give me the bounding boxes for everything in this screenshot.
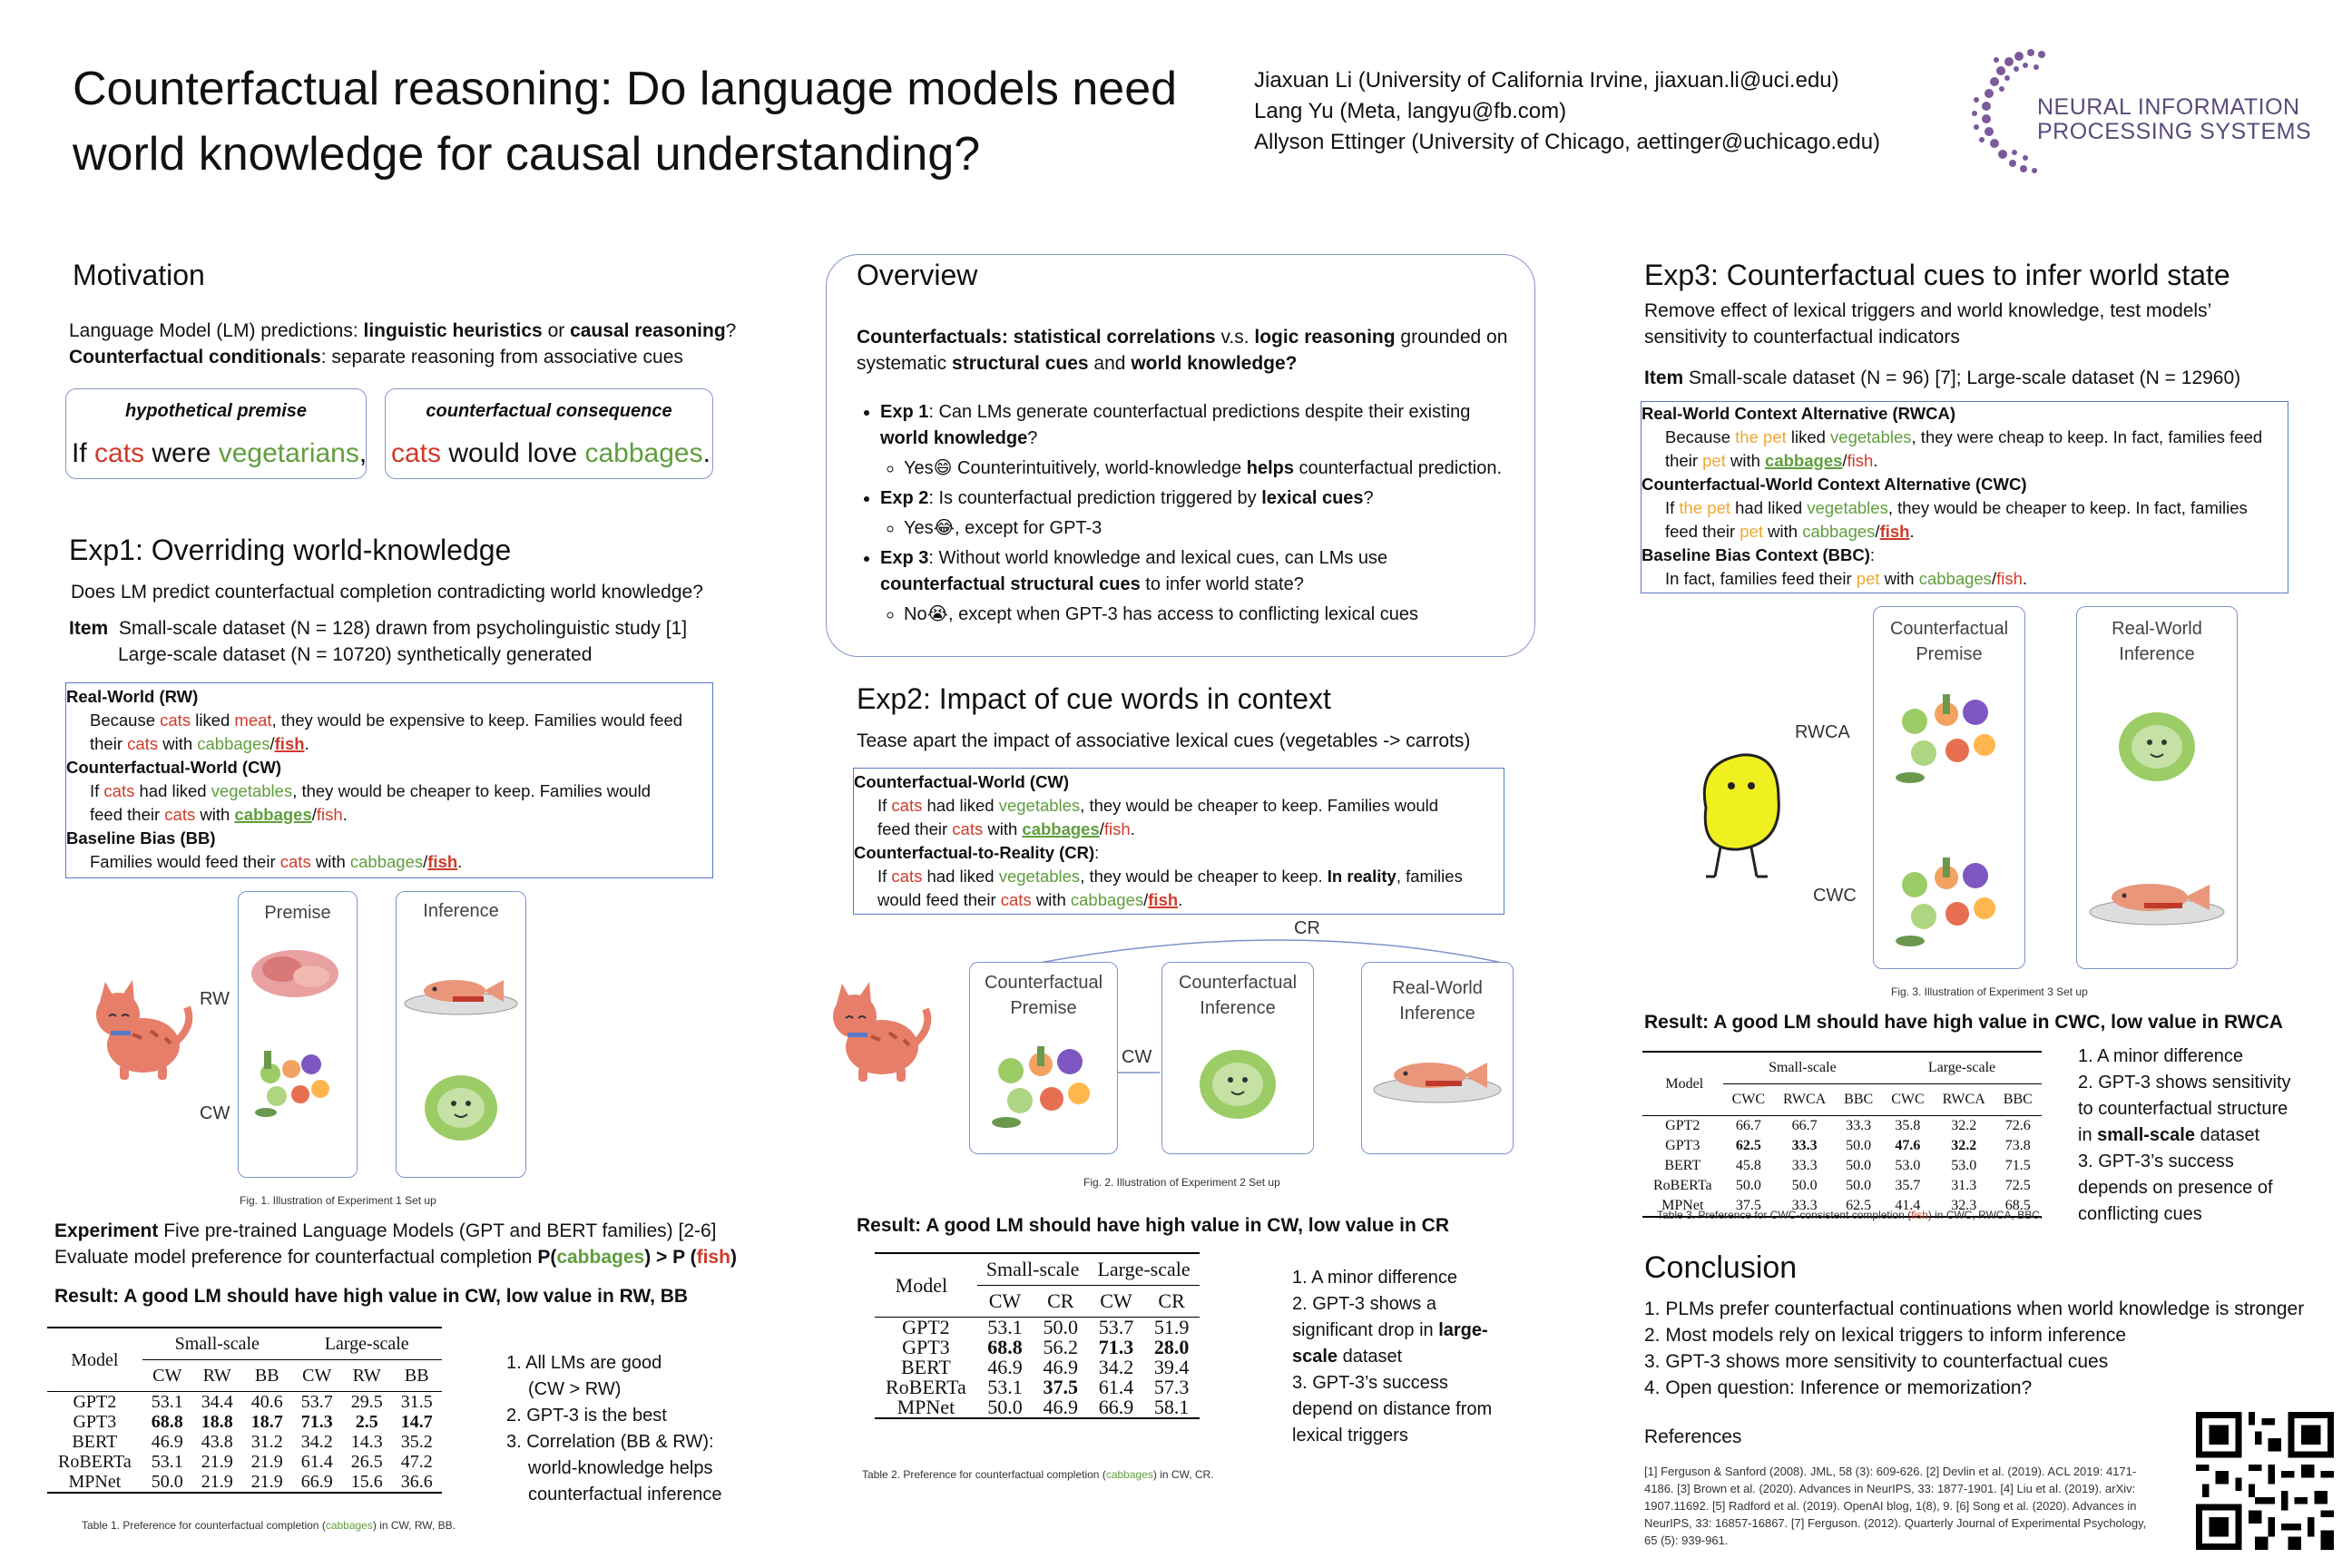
exp1-premise-panel: Premise xyxy=(238,891,358,1178)
chick-icon xyxy=(1688,744,1788,880)
exp2-cr-label: CR xyxy=(1294,918,1320,938)
author-list xyxy=(1254,65,1880,158)
table-row: MPNet 50.0 46.9 66.9 58.1 xyxy=(875,1397,1200,1418)
exp1-table: Model Small-scale Large-scale CW RW BB CW RW BB GPT2 53.1 34.4 40.6 53.7 29.5 31.5 GPT3 68.8 18.8 18.7 71.3 2.5 14.7 BERT 46.9 43.8 31.2 34.2 14.3 35.2 RoBERTa 53.1 21.9 21.9 61.4 26.5 47.2 MPNet 50.0 21.9 21.9 66.9 15.6 36.6 xyxy=(47,1327,442,1494)
meat-and-vegetables-icon xyxy=(239,924,357,1178)
consequence-label: counterfactual consequence xyxy=(426,401,672,421)
bbc-example: In fact, families feed their pet with cabbages/fish. xyxy=(1665,569,2028,588)
bb-heading: Baseline Bias (BB) xyxy=(66,828,216,848)
table-row: GPT3 68.8 18.8 18.7 71.3 2.5 14.7 xyxy=(73,1412,433,1432)
fig3-caption: Fig. 3. Illustration of Experiment 3 Set up xyxy=(1891,985,2088,998)
cw-heading: Counterfactual-World (CW) xyxy=(66,758,282,777)
cwc-example: If the pet had liked vegetables, they would be cheaper to keep. In fact, families feed their pet with cabbages/fish. xyxy=(1665,498,2248,541)
exp1-experiment: Experiment Five pre-trained Language Models (GPT and BERT families) [2-6] Evaluate model preference for counterfactual completion P(cabbages) > P (fish) xyxy=(54,1220,737,1268)
table-row: GPT2 53.1 34.4 40.6 53.7 29.5 31.5 xyxy=(47,1392,442,1413)
exp1-cw-label: CW xyxy=(200,1103,230,1123)
consequence-sentence: cats would love cabbages. xyxy=(391,438,710,468)
conclusion-list xyxy=(1644,1296,2304,1401)
exp3-table: Model Small-scale Large-scale CWC RWCA BBC CWC RWCA BBC GPT2 66.7 66.7 33.3 35.8 32.2 72.6 GPT3 62.5 33.3 50.0 47.6 32.2 73.8 BERT 45.8 33.3 50.0 53.0 53.0 71.5 RoBERTa 50.0 50.0 50.0 35.7 31.3 72.5 MPNet 37.5 33.3 62.5 41.4 32.3 68.5 xyxy=(1642,1051,2042,1218)
exp2-realworld-panel: Real-World Inference xyxy=(1361,962,1514,1154)
poster-title: Counterfactual reasoning: Do language models need world knowledge for causal understanding? xyxy=(73,63,1178,181)
neurips-logo xyxy=(1969,45,2323,191)
cat-icon xyxy=(87,971,196,1089)
overview-intro: Counterfactuals: statistical correlations v.s. logic reasoning grounded on systematic structural cues and world knowledge? xyxy=(857,327,1508,374)
fish-plate-icon xyxy=(1362,1026,1513,1135)
exp2-cw-label: CW xyxy=(1122,1047,1152,1067)
exp3-item: Item Small-scale dataset (N = 96) [7]; Large-scale dataset (N = 12960) xyxy=(1644,368,2241,388)
rwca-example: Because the pet liked vegetables, they were cheap to keep. In fact, families feed their pet with cabbages/fish. xyxy=(1665,427,2263,470)
exp2-inference-panel: Counterfactual Inference xyxy=(1161,962,1314,1154)
table-row: MPNet 50.0 21.9 21.9 66.9 15.6 36.6 xyxy=(47,1472,442,1493)
cabbage-and-fish-icon xyxy=(2077,667,2237,966)
exp2-result: Result: A good LM should have high value in CW, low value in CR xyxy=(857,1215,1449,1236)
table3-caption: Table 3. Preference for CWC-consistent completion (fish) in CWC, RWCA, BBC. xyxy=(1657,1209,2043,1221)
exp3-premise-panel: Counterfactual Premise xyxy=(1873,606,2025,969)
references-text: [1] Ferguson & Sanford (2008). JML, 58 (3): 609-626. [2] Devlin et al. (2019). ACL 2019: 4171-4186. [3] Brown et al. (2020). Advances in NeurIPS, 33: 1877-1901. [4] Liu et al. (2019). arXiv: 1907.11692. [5] Radford et al. (2019). OpenAI blog, 1(8), 9. [6] Song et al. (2020). Advances in NeurIPS, 33: 16857-16867. [7] Ferguson. (2012). Quarterly Journal of Experimental Psychology, 65 (5): 939-961. xyxy=(1644,1465,2147,1547)
list-item: 3. GPT-3 shows more sensitivity to counterfactual cues xyxy=(1644,1351,2109,1372)
table-row: GPT3 68.8 56.2 71.3 28.0 xyxy=(902,1336,1190,1358)
fig2-caption: Fig. 2. Illustration of Experiment 2 Set up xyxy=(1083,1176,1280,1189)
list-item: 2. Most models rely on lexical triggers to inform inference xyxy=(1644,1325,2127,1346)
table2-caption: Table 2. Preference for counterfactual completion (cabbages) in CW, CR. xyxy=(862,1468,1214,1481)
list-item: 4. Open question: Inference or memorization? xyxy=(1644,1377,2033,1398)
rw-heading: Real-World (RW) xyxy=(66,687,199,706)
author-1: Jiaxuan Li (University of California Irvine, jiaxuan.li@uci.edu) xyxy=(1254,68,1839,93)
exp1-item: Item Small-scale dataset (N = 128) drawn from psycholinguistic study [1] Large-scale dataset (N = 10720) synthetically generated xyxy=(69,618,688,665)
exp2-premise-panel: Counterfactual Premise xyxy=(969,962,1118,1154)
table-row: MPNet 37.5 33.3 62.5 41.4 32.3 68.5 xyxy=(1642,1196,2042,1217)
exp1-inference-panel: Inference xyxy=(396,891,526,1178)
table-row: RoBERTa 50.0 50.0 50.0 35.7 31.3 72.5 xyxy=(1653,1178,2031,1193)
exp1-examples-box xyxy=(65,682,713,878)
vegetables-icon xyxy=(970,1021,1117,1139)
table-row: RoBERTa 53.1 37.5 61.4 57.3 xyxy=(886,1376,1190,1398)
exp2-examples-box: Counterfactual-World (CW) If cats had liked vegetables, they would be cheaper to keep. Families would feed their cats with cabbages/fish. Counterfactual-to-Reality (CR): If cats had liked vegetables, they would be cheaper to keep. In reality, families would feed their cats with cabbages/fish. xyxy=(853,768,1504,915)
references-heading: References xyxy=(1644,1426,1742,1447)
table-row: GPT2 66.7 66.7 33.3 35.8 32.2 72.6 xyxy=(1642,1116,2042,1137)
table-row: GPT3 62.5 33.3 50.0 47.6 32.2 73.8 xyxy=(1665,1138,2031,1153)
author-2: Lang Yu (Meta, langyu@fb.com) xyxy=(1254,99,1567,123)
conclusion-heading: Conclusion xyxy=(1644,1250,1798,1285)
exp3-heading: Exp3: Counterfactual cues to infer world state xyxy=(1644,259,2230,291)
table-row: BERT 46.9 46.9 34.2 39.4 xyxy=(900,1356,1190,1378)
rw-example: Because cats liked meat, they would be expensive to keep. Families would feed their cats with cabbages/fish. xyxy=(90,710,683,753)
exp1-result: Result: A good LM should have high value in CW, low value in RW, BB xyxy=(54,1286,689,1307)
premise-label: hypothetical premise xyxy=(124,401,308,421)
cw-connector-line xyxy=(1118,1071,1160,1074)
cabbage-icon xyxy=(1162,1021,1313,1139)
table1-caption: Table 1. Preference for counterfactual completion (cabbages) in CW, RW, BB. xyxy=(82,1519,456,1532)
list-item: 1. PLMs prefer counterfactual continuations when world knowledge is stronger xyxy=(1644,1298,2305,1319)
exp2-cw-example: If cats had liked vegetables, they would be cheaper to keep. Families would feed their cats with cabbages/fish. xyxy=(877,796,1439,838)
exp1-heading: Exp1: Overriding world-knowledge xyxy=(69,534,512,566)
exp2-sub: Tease apart the impact of associative lexical cues (vegetables -> carrots) xyxy=(857,730,1471,751)
overview-list: • Exp 1: Can LMs generate counterfactual predictions despite their existing world knowledge? ◦ Yes😄 Counterintuitively, world-knowledge helps counterfactual prediction. • Exp 2: Is counterfactual prediction triggered by lexical cues? ◦ Yes😂, except for GPT-3 • Exp 3: Without world knowledge and lexical cues, can LMs use counterfactual structural cues to infer world state? ◦ No😭, except when GPT-3 has access to conflicting lexical cues xyxy=(857,396,1546,632)
table-row: GPT2 53.1 50.0 53.7 51.9 xyxy=(875,1318,1200,1338)
qr-code-icon[interactable] xyxy=(2196,1412,2334,1550)
logo-text: NEURAL INFORMATION PROCESSING SYSTEMS xyxy=(2037,94,2312,144)
exp3-examples-box: Real-World Context Alternative (RWCA) Because the pet liked vegetables, they were cheap to keep. In fact, families feed their pet with cabbages/fish. Counterfactual-World Context Alternative (CWC) If the pet had liked vegetables, they would be cheaper to keep. In fact, families feed their pet with cabbages/fish. Baseline Bias Context (BBC): In fact, families feed their pet with cabbages/fish. xyxy=(1641,401,2288,593)
exp1-rw-label: RW xyxy=(200,989,230,1009)
consequence-box xyxy=(385,388,713,479)
exp1-notes: 1. All LMs are good (CW > RW) 2. GPT-3 is the best 3. Correlation (BB & RW): world-knowledge helps counterfactual inference xyxy=(506,1353,722,1504)
table-row: BERT 46.9 43.8 31.2 34.2 14.3 35.2 xyxy=(72,1432,433,1452)
exp3-notes: 1. A minor difference 2. GPT-3 shows sensitivity to counterfactual structure in small-scale dataset 3. GPT-3’s success depends on presence of conflicting cues xyxy=(2078,1046,2291,1224)
vegetables-icon xyxy=(1874,667,2024,966)
motivation-text: Language Model (LM) predictions: linguistic heuristics or causal reasoning? Counterfactual conditionals: separate reasoning from associative cues xyxy=(69,320,737,368)
author-3: Allyson Ettinger (University of Chicago, aettinger@uchicago.edu) xyxy=(1254,130,1881,154)
cw-example: If cats had liked vegetables, they would be cheaper to keep. Families would feed their cats with cabbages/fish. xyxy=(90,781,652,824)
overview-heading: Overview xyxy=(857,259,978,291)
bb-example: Families would feed their cats with cabbages/fish. xyxy=(90,852,463,871)
motivation-heading: Motivation xyxy=(73,259,205,291)
exp3-rwca-label: RWCA xyxy=(1795,722,1850,742)
table-row: RoBERTa 53.1 21.9 21.9 61.4 26.5 47.2 xyxy=(58,1452,433,1472)
table-row: BERT 45.8 33.3 50.0 53.0 53.0 71.5 xyxy=(1664,1158,2031,1173)
fig1-caption: Fig. 1. Illustration of Experiment 1 Set up xyxy=(240,1194,436,1207)
exp2-notes: 1. A minor difference 2. GPT-3 shows a significant drop in large- scale dataset 3. GPT-3’s success depend on distance from lexical triggers xyxy=(1292,1268,1493,1446)
exp3-result: Result: A good LM should have high value in CWC, low value in RWCA xyxy=(1644,1012,2283,1033)
exp3-cwc-label: CWC xyxy=(1813,886,1857,906)
exp3-sub: Remove effect of lexical triggers and world knowledge, test models’ sensitivity to counterfactual indicators xyxy=(1644,300,2212,348)
exp1-question: Does LM predict counterfactual completion contradicting world knowledge? xyxy=(71,582,703,603)
premise-sentence: If cats were vegetarians, xyxy=(72,438,368,468)
cat-icon xyxy=(822,973,935,1091)
exp3-realworld-panel: Real-World Inference xyxy=(2076,606,2238,969)
fish-and-cabbage-icon xyxy=(397,922,525,1176)
exp2-heading: Exp2: Impact of cue words in context xyxy=(857,682,1331,715)
exp2-cr-example: If cats had liked vegetables, they would be cheaper to keep. In reality, families would feed their cats with cabbages/fish. xyxy=(877,867,1463,909)
exp2-table: Model Small-scale Large-scale CW CR CW CR GPT2 53.1 50.0 53.7 51.9 GPT3 68.8 56.2 71.3 28.0 BERT 46.9 46.9 34.2 39.4 RoBERTa 53.1 37.5 61.4 57.3 MPNet 50.0 46.9 66.9 58.1 xyxy=(875,1252,1200,1419)
premise-box xyxy=(65,388,367,479)
